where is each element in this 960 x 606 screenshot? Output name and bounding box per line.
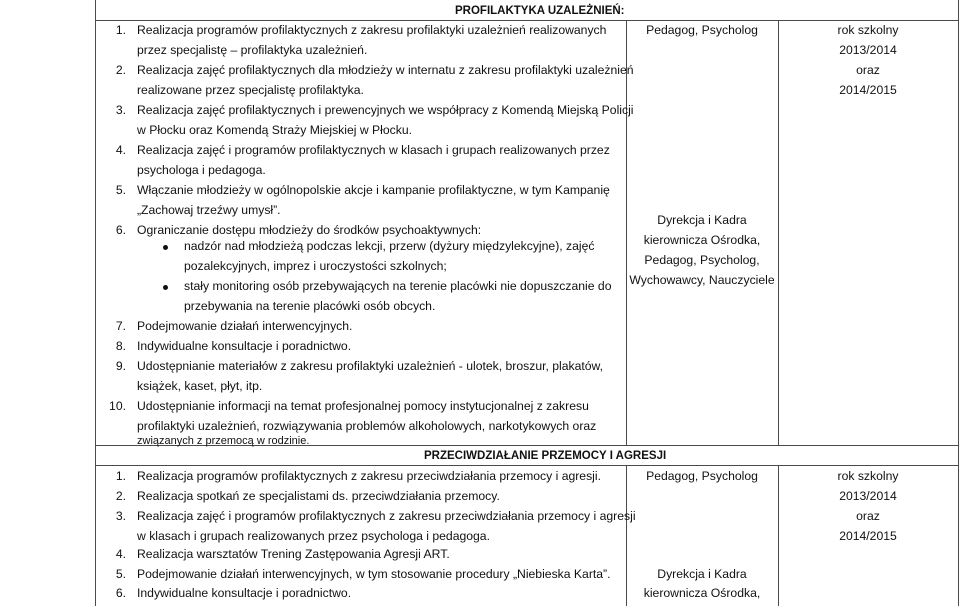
item-number: 5. (115, 567, 126, 581)
item-number: 6. (115, 223, 126, 237)
item-text: Ograniczanie dostępu młodzieży do środków psychoaktywnych: (137, 223, 482, 237)
item-text: Udostępnianie informacji na temat profesjonalnej pomocy instytucjonalnej z zakresu (137, 399, 589, 413)
item-text: psychologa i pedagoga. (137, 163, 266, 177)
item-text: Udostępnianie materiałów z zakresu profilaktyki uzależnień - ulotek, broszur, plakatów, (137, 359, 604, 373)
item-text: Realizacja spotkań ze specjalistami ds. przeciwdziałania przemocy. (137, 489, 500, 503)
responsible-text: kierownicza Ośrodka, (643, 586, 761, 600)
item-number: 7. (115, 319, 126, 333)
item-text: Realizacja zajęć profilaktycznych i prewencyjnych we współpracy z Komendą Miejską Policji (137, 103, 634, 117)
column-border (958, 0, 959, 606)
bullet-text: pozalekcyjnych, imprez i uroczystości szkolnych; (184, 259, 447, 273)
bullet-text: stały monitoring osób przebywających na terenie placówki nie dopuszczanie do (184, 279, 612, 293)
item-text: związanych z przemocą w rodzinie. (137, 435, 310, 447)
responsible-text: Dyrekcja i Kadra (657, 567, 747, 581)
item-text: książek, kaset, płyt, itp. (137, 379, 263, 393)
column-border (95, 0, 96, 606)
item-text: Realizacja programów profilaktycznych z zakresu przeciwdziałania przemocy i agresji. (137, 469, 601, 483)
item-text: Realizacja zajęć profilaktycznych dla młodzieży w internatu z zakresu profilaktyki uzależnień (137, 63, 634, 77)
item-text: Podejmowanie działań interwencyjnych, w tym stosowanie procedury „Niebieska Karta”. (137, 567, 611, 581)
responsible-text: Pedagog, Psycholog, (644, 253, 760, 267)
term-text: 2013/2014 (839, 489, 897, 503)
item-number: 9. (115, 359, 126, 373)
item-number: 2. (115, 489, 126, 503)
item-text: w klasach i grupach realizowanych przez psychologa i pedagoga. (137, 529, 490, 543)
responsible-text: Pedagog, Psycholog (646, 469, 758, 483)
bullet-text: przebywania na terenie placówki osób obcych. (184, 299, 436, 313)
item-text: „Zachowaj trzeźwy umysł”. (137, 203, 281, 217)
item-text: przez specjalistę – profilaktyka uzależnień. (137, 43, 368, 57)
item-number: 8. (115, 339, 126, 353)
bullet-icon (163, 285, 168, 290)
item-text: w Płocku oraz Komendą Straży Miejskiej w Płocku. (137, 123, 412, 137)
item-text: Realizacja warsztatów Trening Zastępowania Agresji ART. (137, 547, 450, 561)
item-number: 5. (115, 183, 126, 197)
item-text: Indywidualne konsultacje i poradnictwo. (137, 586, 352, 600)
section-heading: PRZECIWDZIAŁANIE PRZEMOCY I AGRESJI (424, 450, 667, 462)
term-text: 2013/2014 (839, 43, 897, 57)
responsible-text: kierownicza Ośrodka, (643, 233, 761, 247)
item-number: 2. (115, 63, 126, 77)
item-number: 1. (115, 23, 126, 37)
item-text: profilaktyki uzależnień, rozwiązywania problemów alkoholowych, narkotykowych oraz (137, 419, 597, 433)
row-border (95, 20, 959, 21)
item-number: 3. (115, 509, 126, 523)
responsible-text: Dyrekcja i Kadra (657, 213, 747, 227)
section-heading: PROFILAKTYKA UZALEŻNIEŃ: (455, 5, 625, 17)
item-number: 4. (115, 547, 126, 561)
item-text: Podejmowanie działań interwencyjnych. (137, 319, 353, 333)
item-text: Włączanie młodzieży w ogólnopolskie akcje i kampanie profilaktyczne, w tym Kampanię (137, 183, 610, 197)
responsible-text: Wychowawcy, Nauczyciele (629, 273, 775, 287)
item-number: 3. (115, 103, 126, 117)
bullet-text: nadzór nad młodzieżą podczas lekcji, przerw (dyżury międzylekcyjne), zajęć (184, 239, 595, 253)
term-text: rok szkolny (837, 469, 899, 483)
term-text: oraz (856, 509, 880, 523)
item-number: 1. (115, 469, 126, 483)
item-number: 10. (109, 399, 126, 413)
item-text: realizowane przez specjalistę profilaktyka. (137, 83, 364, 97)
responsible-text: Pedagog, Psycholog (646, 23, 758, 37)
item-text: Realizacja zajęć i programów profilaktycznych z zakresu przeciwdziałania przemocy i agresji (137, 509, 636, 523)
row-border (95, 465, 959, 466)
item-text: Realizacja zajęć i programów profilaktycznych w klasach i grupach realizowanych przez (137, 143, 610, 157)
item-text: Realizacja programów profilaktycznych z zakresu profilaktyki uzależnień realizowanych (137, 23, 607, 37)
term-text: oraz (856, 63, 880, 77)
item-text: Indywidualne konsultacje i poradnictwo. (137, 339, 352, 353)
item-number: 6. (115, 586, 126, 600)
term-text: rok szkolny (837, 23, 899, 37)
item-number: 4. (115, 143, 126, 157)
term-text: 2014/2015 (839, 83, 897, 97)
term-text: 2014/2015 (839, 529, 897, 543)
bullet-icon (163, 245, 168, 250)
